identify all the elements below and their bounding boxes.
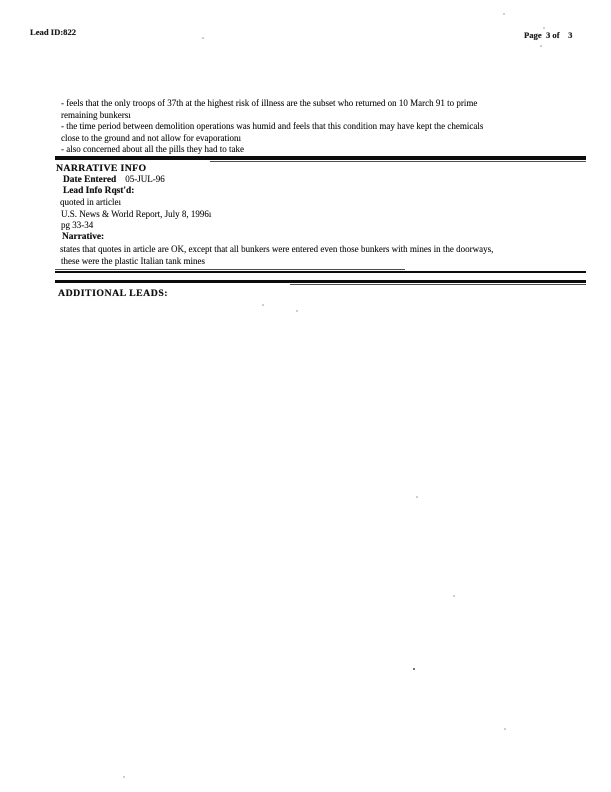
observation-line: - also concerned about all the pills they had to take (61, 144, 244, 154)
lead-info-line: U.S. News & World Report, July 8, 1996ı (61, 208, 212, 219)
scan-speck (543, 27, 545, 29)
section-separator-rule-shadow (290, 284, 586, 285)
scan-speck (123, 776, 125, 778)
scan-speck (296, 310, 298, 312)
narrative-line: these were the plastic Italian tank mines (61, 255, 205, 266)
scan-speck (540, 45, 542, 47)
observations-block (61, 98, 483, 156)
section-separator-rule (55, 271, 586, 274)
lead-info-rqstd-label: Lead Info Rqst'd: (63, 185, 135, 196)
observation-line: remaining bunkersı (61, 109, 131, 120)
observation-line: - the time period between demolition operations was humid and feels that this condition may have kept the chemicals (61, 121, 484, 131)
scan-speck (503, 13, 505, 15)
date-entered-row (63, 174, 165, 186)
lead-info-line: quoted in articleı (60, 197, 121, 207)
scan-speck (262, 304, 264, 306)
lead-id-label: Lead ID:822 (30, 27, 77, 37)
section-title-additional-leads: ADDITIONAL LEADS: (58, 288, 169, 299)
page-number-label: Page 3 of 3 (524, 30, 573, 40)
lead-info-line: pg 33-34 (61, 220, 94, 230)
narrative-line: states that quotes in article are OK, except that all bunkers were entered even those bunkers with mines in the doorways, (60, 244, 494, 254)
scan-speck (453, 595, 455, 597)
scan-speck (202, 37, 204, 39)
scan-speck (416, 496, 418, 498)
narrative-section-top-rule (55, 156, 586, 160)
observation-line: - feels that the only troops of 37th at the highest risk of illness are the subset who returned on 10 March 91 to prime (61, 98, 478, 108)
scan-speck (413, 668, 415, 670)
observation-line: close to the ground and not allow for evaporationı (61, 132, 241, 143)
narrative-label: Narrative: (62, 232, 105, 242)
section-separator-rule (55, 280, 586, 283)
date-entered-label: Date Entered (63, 174, 117, 185)
narrative-section-top-rule-shadow (210, 161, 586, 162)
section-separator-rule-shadow (55, 269, 405, 270)
section-title-narrative-info: NARRATIVE INFO (56, 162, 147, 174)
date-entered-value: 05-JUL-96 (125, 173, 165, 184)
scan-speck (504, 728, 506, 730)
